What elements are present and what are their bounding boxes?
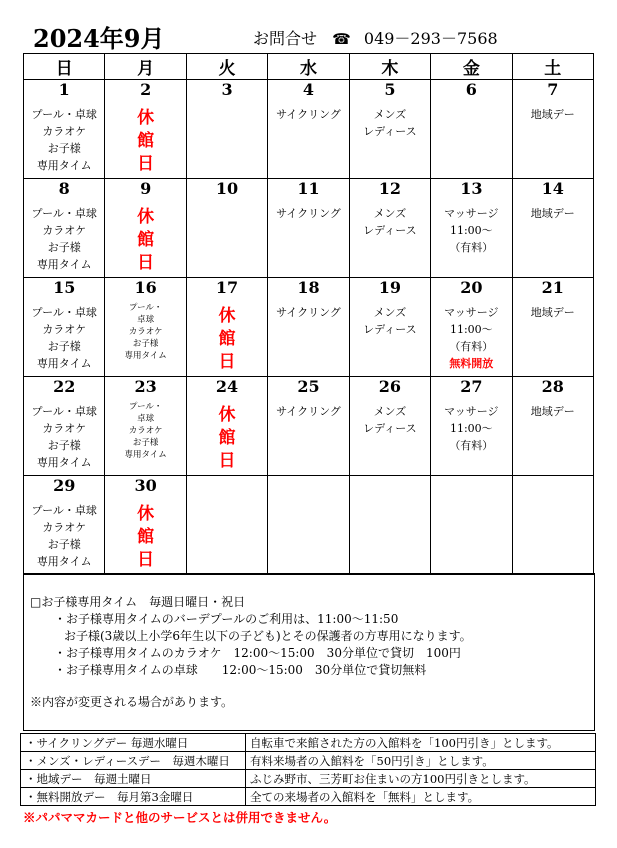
weekday-header: 土	[512, 54, 593, 80]
event-text: 専用タイム	[124, 351, 167, 361]
day-cell	[105, 397, 186, 476]
warning-text: ※パパママカードと他のサービスとは併用できません。	[23, 810, 337, 825]
service-desc: 自転車で来館された方の入館料を「100円引き」とします。	[246, 734, 596, 752]
event-text: 地域デー	[530, 108, 575, 121]
day-cell	[105, 298, 186, 377]
closed-day-text: 館	[137, 230, 155, 250]
date-number: 14	[512, 179, 593, 200]
event-text: （有料）	[449, 439, 494, 452]
date-number: 23	[105, 377, 186, 398]
date-number: 8	[24, 179, 105, 200]
event-text: お子様	[47, 538, 81, 551]
day-cell	[431, 298, 512, 377]
event-text: 卓球	[137, 315, 155, 325]
event-text: お子様	[47, 439, 81, 452]
event-row	[24, 397, 594, 476]
day-cell	[349, 199, 430, 278]
date-row	[24, 80, 594, 101]
event-text: カラオケ	[42, 224, 87, 237]
weekday-header: 月	[105, 54, 186, 80]
date-number: 1	[24, 80, 105, 101]
phone-icon: ☎	[332, 30, 351, 48]
date-number: 18	[268, 278, 349, 299]
event-text: 11:00～	[449, 422, 493, 435]
closed-day-text: 館	[137, 527, 155, 547]
event-text: 地域デー	[530, 207, 575, 220]
day-cell	[186, 199, 267, 278]
day-cell	[24, 199, 105, 278]
event-text: 専用タイム	[124, 450, 167, 460]
date-row	[24, 278, 594, 299]
contact-phone: 049－293－7568	[363, 29, 498, 48]
event-text: お子様	[47, 241, 81, 254]
free-open-text: 無料開放	[449, 357, 494, 370]
day-cell	[105, 100, 186, 179]
date-row	[24, 476, 594, 497]
closed-day-text: 館	[218, 329, 236, 349]
day-cell	[24, 496, 105, 575]
weekday-header: 水	[268, 54, 349, 80]
date-number	[186, 476, 267, 497]
date-number: 28	[512, 377, 593, 398]
day-cell	[431, 100, 512, 179]
closed-day-text: 館	[218, 428, 236, 448]
service-name: ・メンズ・レディースデー 毎週木曜日	[21, 752, 246, 770]
event-text: （有料）	[449, 241, 494, 254]
event-text: お子様	[47, 340, 81, 353]
event-row	[24, 100, 594, 179]
event-text: メンズ	[373, 207, 407, 220]
event-text: 11:00～	[449, 224, 493, 237]
event-text: カラオケ	[128, 426, 163, 436]
weekday-header: 日	[24, 54, 105, 80]
day-cell	[512, 298, 593, 377]
event-text: サイクリング	[276, 306, 341, 319]
event-text: （有料）	[449, 340, 494, 353]
day-cell	[105, 496, 186, 575]
event-text: カラオケ	[128, 327, 163, 337]
event-text: お子様	[132, 339, 159, 349]
closed-day-text: 日	[137, 550, 155, 570]
event-text: カラオケ	[42, 125, 87, 138]
day-cell	[512, 100, 593, 179]
event-text: 11:00～	[449, 323, 493, 336]
event-text: レディース	[363, 422, 417, 435]
date-row	[24, 377, 594, 398]
day-cell	[24, 397, 105, 476]
date-number	[349, 476, 430, 497]
event-text: 専用タイム	[36, 555, 92, 568]
closed-day-text: 休	[218, 405, 236, 425]
notes-change: ※内容が変更される場合があります。	[30, 695, 234, 709]
date-number: 3	[186, 80, 267, 101]
event-row	[24, 298, 594, 377]
service-row	[21, 788, 596, 806]
event-text: プール・卓球	[31, 504, 97, 517]
event-text: カラオケ	[42, 521, 87, 534]
service-name: ・サイクリングデー 毎週水曜日	[21, 734, 246, 752]
date-number: 11	[268, 179, 349, 200]
contact-label: お問合せ	[253, 29, 318, 48]
event-text: お子様	[47, 142, 81, 155]
day-cell	[512, 496, 593, 575]
day-cell	[268, 298, 349, 377]
closed-day-text: 休	[218, 306, 236, 326]
event-text: サイクリング	[276, 108, 341, 121]
service-row	[21, 734, 596, 752]
day-cell	[512, 397, 593, 476]
day-cell	[186, 100, 267, 179]
calendar-table	[23, 53, 594, 575]
event-text: 卓球	[137, 414, 155, 424]
event-text: レディース	[363, 224, 417, 237]
date-number: 4	[268, 80, 349, 101]
event-text: サイクリング	[276, 207, 341, 220]
services-table	[20, 733, 596, 806]
day-cell	[186, 298, 267, 377]
event-text: カラオケ	[42, 422, 87, 435]
contact-info	[253, 26, 498, 49]
closed-day-text: 休	[137, 108, 155, 128]
service-row	[21, 752, 596, 770]
event-text: メンズ	[373, 306, 407, 319]
day-cell	[431, 397, 512, 476]
service-desc: 全ての来場者の入館料を「無料」とします。	[246, 788, 596, 806]
notes-line: ・お子様専用タイムのバーデプールのご利用は、11:00～11:50	[54, 612, 399, 626]
event-text: メンズ	[373, 405, 407, 418]
closed-day-text: 日	[137, 154, 155, 174]
event-text: レディース	[363, 125, 417, 138]
day-cell	[349, 298, 430, 377]
event-text: マッサージ	[444, 306, 499, 319]
event-text: 専用タイム	[36, 159, 92, 172]
service-desc: ふじみ野市、三芳町お住まいの方100円引きとします。	[246, 770, 596, 788]
date-number: 17	[186, 278, 267, 299]
closed-day-text: 日	[137, 253, 155, 273]
weekday-header-row	[24, 54, 594, 80]
day-cell	[186, 496, 267, 575]
date-number: 7	[512, 80, 593, 101]
closed-day-text: 館	[137, 131, 155, 151]
day-cell	[431, 496, 512, 575]
page-title: 2024年9月	[33, 24, 165, 53]
event-text: 地域デー	[530, 306, 575, 319]
day-cell	[431, 199, 512, 278]
service-name: ・地域デー 毎週土曜日	[21, 770, 246, 788]
day-cell	[268, 496, 349, 575]
date-number: 6	[431, 80, 512, 101]
event-text: プール・	[128, 402, 163, 412]
event-text: サイクリング	[276, 405, 341, 418]
date-number: 20	[431, 278, 512, 299]
service-desc: 有料来場者の入館料を「50円引き」とします。	[246, 752, 596, 770]
event-text: メンズ	[373, 108, 407, 121]
event-text: お子様	[132, 438, 159, 448]
date-number	[512, 476, 593, 497]
date-number: 30	[105, 476, 186, 497]
event-text: プール・卓球	[31, 405, 97, 418]
date-number: 25	[268, 377, 349, 398]
day-cell	[186, 397, 267, 476]
notes-line: ・お子様専用タイムのカラオケ 12:00～15:00 30分単位で貸切 100円	[54, 646, 461, 660]
closed-day-text: 休	[137, 207, 155, 227]
event-text: プール・卓球	[31, 108, 97, 121]
notes-line: お子様(3歳以上小学6年生以下の子ども)とその保護者の方専用になります。	[64, 629, 472, 643]
event-text: マッサージ	[444, 207, 499, 220]
weekday-header: 木	[349, 54, 430, 80]
event-text: 専用タイム	[36, 258, 92, 271]
closed-day-text: 日	[218, 352, 236, 372]
date-number: 2	[105, 80, 186, 101]
date-number: 16	[105, 278, 186, 299]
date-number: 12	[349, 179, 430, 200]
day-cell	[268, 199, 349, 278]
day-cell	[105, 199, 186, 278]
day-cell	[24, 298, 105, 377]
date-number: 22	[24, 377, 105, 398]
date-number: 24	[186, 377, 267, 398]
date-number: 5	[349, 80, 430, 101]
event-row	[24, 199, 594, 278]
date-number: 27	[431, 377, 512, 398]
date-number: 19	[349, 278, 430, 299]
day-cell	[349, 496, 430, 575]
notes-heading: □お子様専用タイム 毎週日曜日・祝日	[30, 595, 246, 609]
event-text: 専用タイム	[36, 357, 92, 370]
event-text: プール・卓球	[31, 306, 97, 319]
event-text: レディース	[363, 323, 417, 336]
date-number	[431, 476, 512, 497]
day-cell	[349, 100, 430, 179]
closed-day-text: 休	[137, 504, 155, 524]
date-number: 26	[349, 377, 430, 398]
closed-day-text: 日	[218, 451, 236, 471]
event-text: 専用タイム	[36, 456, 92, 469]
day-cell	[268, 397, 349, 476]
date-number: 21	[512, 278, 593, 299]
event-text: プール・卓球	[31, 207, 97, 220]
service-name: ・無料開放デー 毎月第3金曜日	[21, 788, 246, 806]
date-number	[268, 476, 349, 497]
event-text: カラオケ	[42, 323, 87, 336]
service-row	[21, 770, 596, 788]
event-text: 地域デー	[530, 405, 575, 418]
day-cell	[512, 199, 593, 278]
weekday-header: 火	[186, 54, 267, 80]
date-number: 9	[105, 179, 186, 200]
date-number: 15	[24, 278, 105, 299]
notes-box	[23, 573, 595, 731]
event-text: マッサージ	[444, 405, 499, 418]
day-cell	[24, 100, 105, 179]
event-row	[24, 496, 594, 575]
date-number: 13	[431, 179, 512, 200]
date-number: 29	[24, 476, 105, 497]
day-cell	[349, 397, 430, 476]
event-text: プール・	[128, 303, 163, 313]
weekday-header: 金	[431, 54, 512, 80]
day-cell	[268, 100, 349, 179]
notes-line: ・お子様専用タイムの卓球 12:00～15:00 30分単位で貸切無料	[54, 663, 427, 677]
date-number: 10	[186, 179, 267, 200]
date-row	[24, 179, 594, 200]
